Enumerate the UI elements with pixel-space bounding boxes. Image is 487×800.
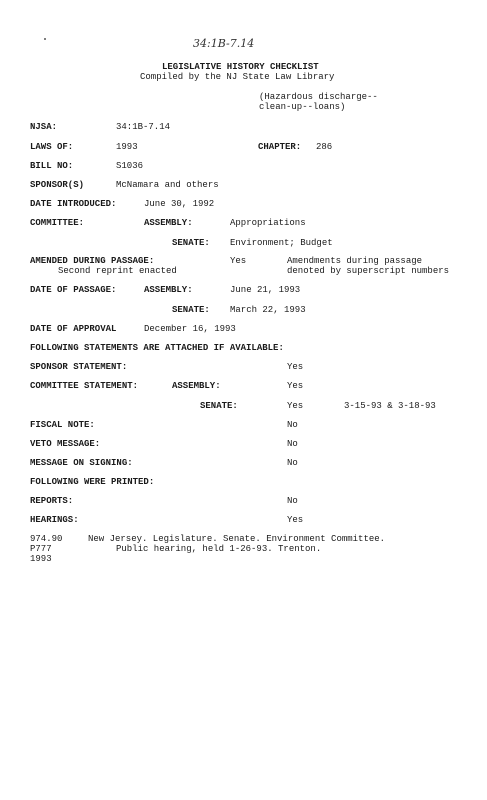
reports-label: REPORTS: xyxy=(30,496,74,506)
amended-note-2: denoted by superscript numbers xyxy=(287,266,450,276)
topic-line-2: clean-up--loans) xyxy=(259,102,346,112)
passage-senate-value: March 22, 1993 xyxy=(230,305,306,315)
committee-statement-assembly-label: ASSEMBLY: xyxy=(172,381,221,391)
committee-senate-value: Environment; Budget xyxy=(230,238,333,248)
laws-of-value: 1993 xyxy=(116,142,138,152)
bill-no-label: BILL NO: xyxy=(30,161,74,171)
checklist-subtitle: Compiled by the NJ State Law Library xyxy=(140,72,335,82)
passage-assembly-label: ASSEMBLY: xyxy=(144,285,193,295)
sponsor-statement-value: Yes xyxy=(287,362,304,372)
chapter-value: 286 xyxy=(316,142,333,152)
topic-line-1: (Hazardous discharge-- xyxy=(259,92,378,102)
message-on-signing-value: No xyxy=(287,458,298,468)
committee-statement-senate-value: Yes xyxy=(287,401,304,411)
call-number-3: 1993 xyxy=(30,554,52,564)
committee-label: COMMITTEE: xyxy=(30,218,85,228)
amended-value: Yes xyxy=(230,256,247,266)
fiscal-note-value: No xyxy=(287,420,298,430)
sponsors-label: SPONSOR(S) xyxy=(30,180,85,190)
date-of-passage-label: DATE OF PASSAGE: xyxy=(30,285,117,295)
committee-statement-senate-label: SENATE: xyxy=(200,401,238,411)
message-on-signing-label: MESSAGE ON SIGNING: xyxy=(30,458,133,468)
date-introduced-value: June 30, 1992 xyxy=(144,199,215,209)
hearings-label: HEARINGS: xyxy=(30,515,79,525)
committee-senate-label: SENATE: xyxy=(172,238,210,248)
passage-senate-label: SENATE: xyxy=(172,305,210,315)
veto-message-label: VETO MESSAGE: xyxy=(30,439,101,449)
date-of-approval-label: DATE OF APPROVAL xyxy=(30,324,117,334)
chapter-label: CHAPTER: xyxy=(258,142,302,152)
njsa-value: 34:1B-7.14 xyxy=(116,122,171,132)
veto-message-value: No xyxy=(287,439,298,449)
sponsors-value: McNamara and others xyxy=(116,180,219,190)
scan-speck xyxy=(44,38,46,40)
passage-assembly-value: June 21, 1993 xyxy=(230,285,301,295)
sponsor-statement-label: SPONSOR STATEMENT: xyxy=(30,362,128,372)
njsa-label: NJSA: xyxy=(30,122,58,132)
call-number-1: 974.90 xyxy=(30,534,63,544)
committee-assembly-value: Appropriations xyxy=(230,218,306,228)
date-introduced-label: DATE INTRODUCED: xyxy=(30,199,117,209)
citation-line-2: Public hearing, held 1-26-93. Trenton. xyxy=(116,544,322,554)
handwritten-note: 34:1B-7.14 xyxy=(193,37,255,50)
call-number-2: P777 xyxy=(30,544,52,554)
amended-note-1: Amendments during passage xyxy=(287,256,423,266)
committee-statement-senate-dates: 3-15-93 & 3-18-93 xyxy=(344,401,436,411)
reports-value: No xyxy=(287,496,298,506)
committee-assembly-label: ASSEMBLY: xyxy=(144,218,193,228)
hearings-value: Yes xyxy=(287,515,304,525)
date-of-approval-value: December 16, 1993 xyxy=(144,324,236,334)
committee-statement-label: COMMITTEE STATEMENT: xyxy=(30,381,139,391)
fiscal-note-label: FISCAL NOTE: xyxy=(30,420,95,430)
laws-of-label: LAWS OF: xyxy=(30,142,74,152)
following-attached-heading: FOLLOWING STATEMENTS ARE ATTACHED IF AVAILABLE: xyxy=(30,343,284,353)
bill-no-value: S1036 xyxy=(116,161,144,171)
committee-statement-assembly-value: Yes xyxy=(287,381,304,391)
citation-line-1: New Jersey. Legislature. Senate. Environment Committee. xyxy=(88,534,386,544)
checklist-title: LEGISLATIVE HISTORY CHECKLIST xyxy=(162,62,319,72)
following-printed-heading: FOLLOWING WERE PRINTED: xyxy=(30,477,155,487)
amended-sub: Second reprint enacted xyxy=(58,266,177,276)
amended-label: AMENDED DURING PASSAGE: xyxy=(30,256,155,266)
